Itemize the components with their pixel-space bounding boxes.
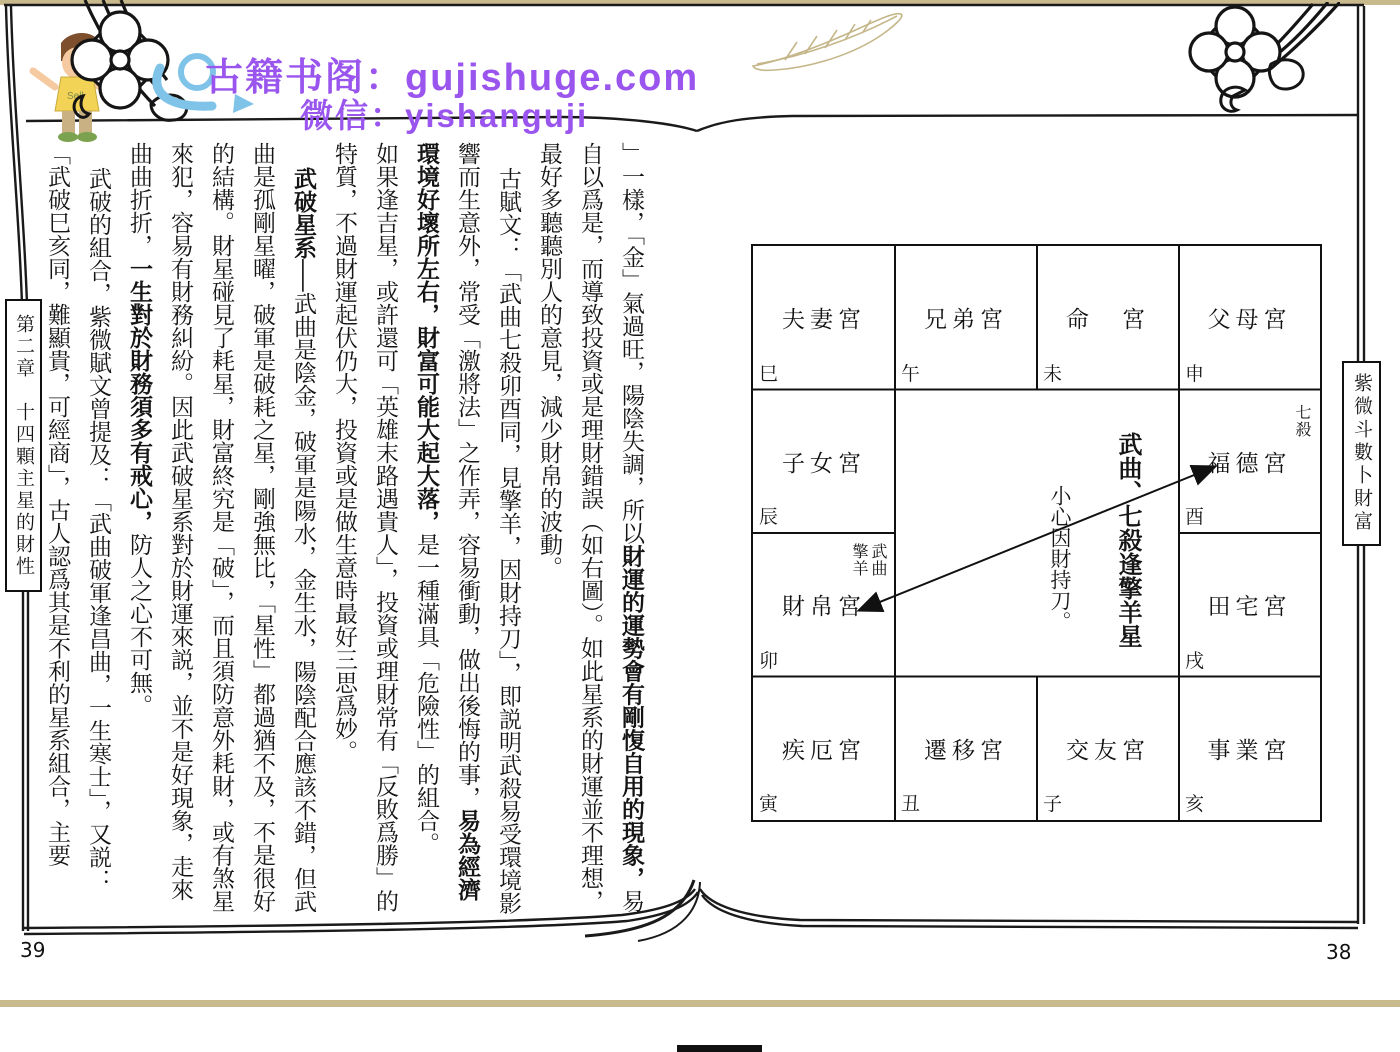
paragraph: 武破星系──武曲是陰金，破軍是陽水，金生水，陽陰配合應該不錯，但武曲是孤剛星曜，破軍是破耗之星，剛強無比，「星性」都過猶不及，不是很好的結構。財星碰見了耗星，財富終究是「破」，而且須防意外耗財，或有煞星來犯，容易有財務糾紛。因此武破星系對於財運來説，並不是好現象，走來曲曲折折，一生對於財務須多有戒心，防人之心不可無。 [127,142,316,913]
palace-cell-siblings: 兄弟宮 午 [901,307,1008,385]
page-number-left: 39 [20,938,46,962]
palace-cell-wealth: 財帛宮 卯 武曲 擎羊 [759,543,886,672]
chapter-margin-tab [5,299,42,592]
branch-label: 午 [901,363,921,385]
branch-label: 子 [1043,794,1063,815]
branch-label: 申 [1185,363,1205,385]
branch-label: 戌 [1185,650,1205,672]
floral-ornament-right-icon [1185,2,1340,127]
star-label: 七殺 [1293,403,1310,438]
chart-grid-and-arrow [753,246,1320,820]
palace-cell-property: 田宅宮 戌 [1185,594,1292,672]
watermark-line2: 微信：yishanguji [300,97,589,134]
paragraph: 」一樣，「金」氣過旺，陽陰失調，所以財運的運勢會有剛愎自用的現象，易自以爲是，而導致投資或是理財錯誤（如右圖）。如此星系的財運並不理想，最好多聽聽別人的意見，減少財帛的波動。 [537,142,644,913]
palace-cell-health: 疾厄宮 寅 [759,737,866,815]
paragraph: 古賦文：「武曲七殺卯酉同，見擎羊，因財持刀」，即説明武殺易受環境影響而生意外，常受「激將法」之作弄，容易衝動，做出後悔的事，易為經濟環境好壞所左右，財富可能大起大落，是一種滿具「危險性」的組合。 [414,142,521,915]
paragraph: 如果逢吉星，或許還可「英雄末路遇貴人」，投資或理財常有「反敗爲勝」的特質，不過財運起伏仍大，投資或是做生意時最好三思爲妙。 [332,142,398,913]
chart-center-caption: 小心因財持刀。 [1048,485,1072,632]
left-page-body-text [37,142,652,920]
book-title-margin-label: 紫微斗數卜財富 [1351,373,1372,534]
palace-cell-children: 子女宮 辰 [759,450,866,528]
chart-center-title: 武曲、七殺逢擎羊星 [1114,432,1140,648]
palace-cell-travel: 遷移宮 丑 [901,737,1008,815]
star-labels: 武曲 擎羊 [850,543,886,577]
branch-label: 巳 [759,363,779,385]
book-title-margin-tab [1342,361,1381,546]
chapter-margin-label: 第二章 十四顆主星的財性 [13,313,34,578]
branch-label: 辰 [759,507,779,528]
branch-label: 卯 [759,650,779,672]
ziwei-palace-chart [751,244,1322,822]
palace-arrow [860,467,1214,610]
branch-label: 未 [1043,363,1063,385]
palace-cell-friends: 交友宮 子 [1043,737,1150,815]
palace-cell-parents: 父母宮 申 [1185,307,1292,385]
palace-cell-career: 事業宮 亥 [1185,737,1292,815]
branch-label: 丑 [901,794,921,815]
leaf-sketch-icon [745,4,910,72]
branch-label: 亥 [1185,794,1205,815]
watermark-line1: 古籍书阁：gujishuge.com [205,57,700,99]
palace-cell-life: 命 宮 未 [1043,307,1150,385]
branch-label: 酉 [1185,507,1205,528]
branch-label: 寅 [759,794,779,815]
palace-cell-fortune: 福德宮 酉 七殺 [1185,403,1310,528]
page-number-right: 38 [1326,940,1352,964]
paragraph: 武破的組合，紫微賦文曾提及：「武曲破軍逢昌曲，一生寒士」，又説：「武破巳亥同，難顯貴，可經商」，古人認爲其是不利的星系組合，主要 [45,142,111,892]
mascot-shirt-text: Sell [67,91,84,102]
palace-cell-spouse: 夫妻宮 巳 [759,307,866,385]
